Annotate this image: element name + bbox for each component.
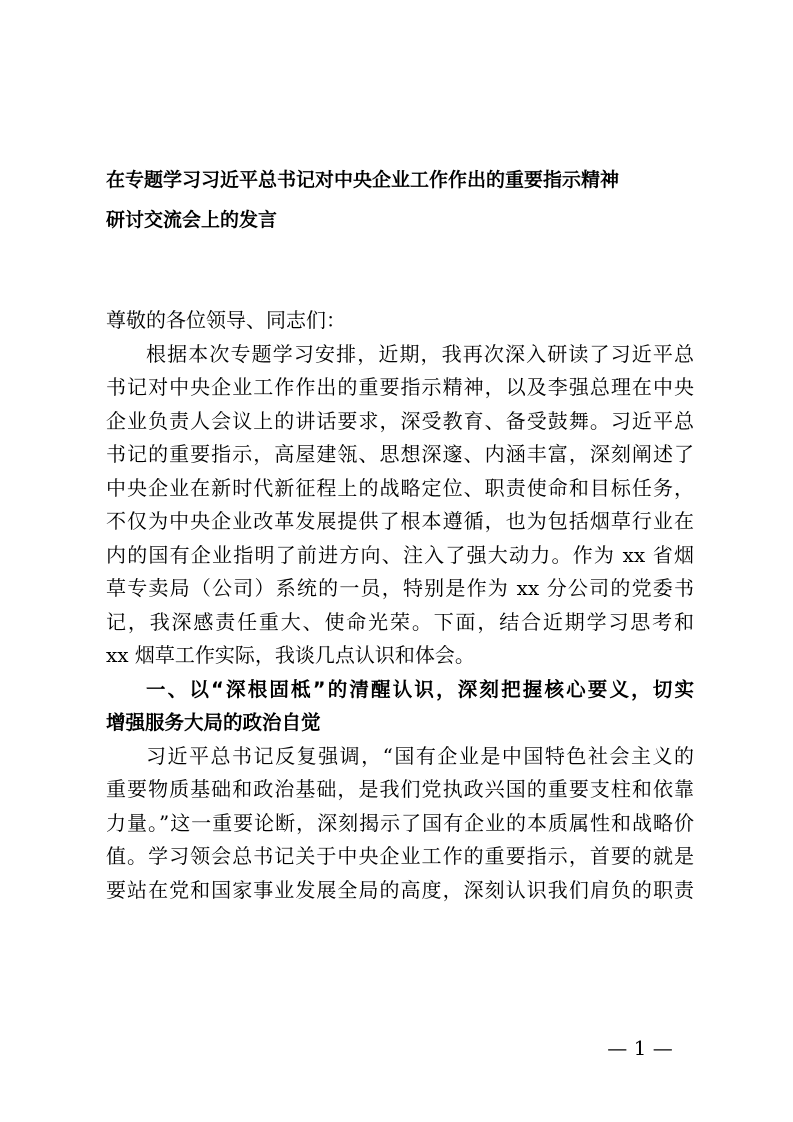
section-heading: 增强服务大局的政治自觉 <box>106 711 321 734</box>
paragraph-line: 习近平总书记反复强调，“国有企业是中国特色社会主义的 <box>146 743 694 768</box>
greeting: 尊敬的各位领导、同志们： <box>106 308 346 332</box>
paragraph-line: 内的国有企业指明了前进方向、注入了强大动力。作为 xx 省烟 <box>106 542 694 567</box>
paragraph-line: xx 烟草工作实际，我谈几点认识和体会。 <box>106 643 475 667</box>
title-line: 在专题学习习近平总书记对中央企业工作作出的重要指示精神 <box>106 169 620 191</box>
paragraph-line: 力量。”这一重要论断，深刻揭示了国有企业的本质属性和战略价 <box>106 810 694 835</box>
paragraph-line: 书记对中央企业工作作出的重要指示精神，以及李强总理在中央 <box>106 375 694 399</box>
document-body <box>106 304 694 907</box>
paragraph-line: 要站在党和国家事业发展全局的高度，深刻认识我们肩负的职责 <box>106 877 694 902</box>
paragraph-line: 草专卖局（公司）系统的一员，特别是作为 xx 分公司的党委书 <box>106 576 694 600</box>
section-heading: 一、以“深根固柢”的清醒认识，深刻把握核心要义，切实 <box>146 677 694 701</box>
paragraph-line: 记，我深感责任重大、使命光荣。下面，结合近期学习思考和 <box>106 609 694 634</box>
paragraph-line: 重要物质基础和政治基础，是我们党执政兴国的重要支柱和依靠 <box>106 777 694 801</box>
page-number: — 1 — <box>607 1036 673 1060</box>
paragraph-line: 书记的重要指示，高屋建瓴、思想深邃、内涵丰富，深刻阐述了 <box>106 442 694 466</box>
document-title <box>106 160 696 240</box>
paragraph-line: 中央企业在新时代新征程上的战略定位、职责使命和目标任务， <box>106 475 694 500</box>
paragraph-line: 企业负责人会议上的讲话要求，深受教育、备受鼓舞。习近平总 <box>106 408 694 433</box>
paragraph-line: 不仅为中央企业改革发展提供了根本遵循，也为包括烟草行业在 <box>106 509 694 533</box>
title-line: 研讨交流会上的发言 <box>106 209 278 231</box>
paragraph-line: 值。学习领会总书记关于中央企业工作的重要指示，首要的就是 <box>106 844 694 868</box>
paragraph-line: 根据本次专题学习安排，近期，我再次深入研读了习近平总 <box>146 341 694 366</box>
